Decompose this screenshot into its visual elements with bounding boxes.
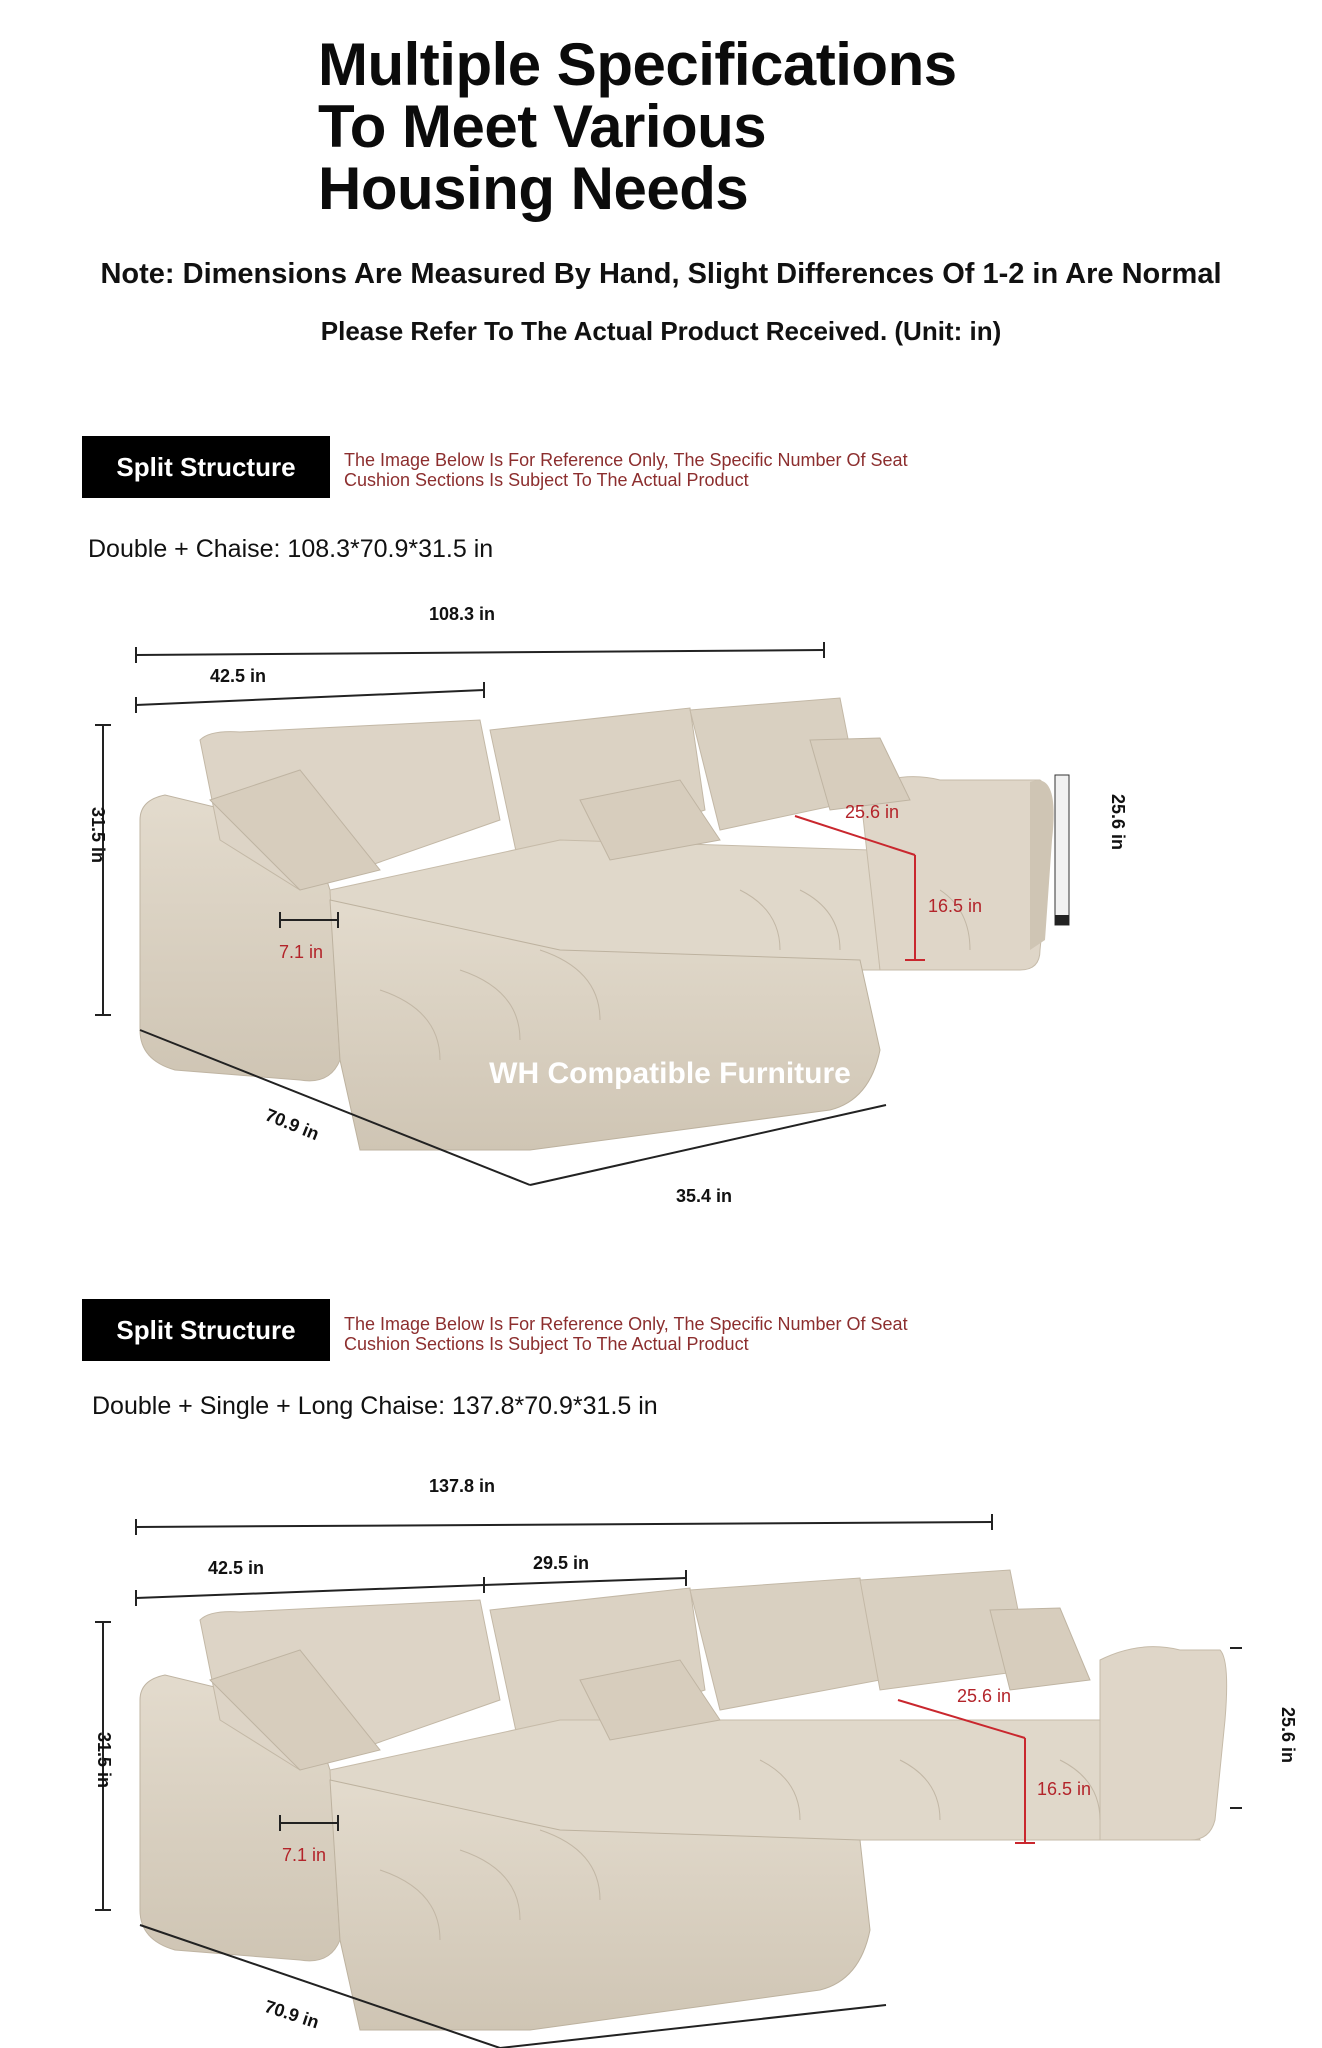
reference-note: [344, 450, 984, 490]
dim-chaise-width: 42.5 in: [209, 666, 267, 686]
page-title: [318, 31, 1078, 222]
dim-arm-width-2: 7.1 in: [281, 1845, 327, 1865]
sofa-dimension-diagram-1: [0, 590, 1322, 1250]
back-height-bar-end: [1055, 915, 1069, 925]
dim-total-width-2: 137.8 in: [428, 1476, 496, 1496]
dim-single-width: 29.5 in: [532, 1553, 590, 1573]
watermark-text: WH Compatible Furniture: [489, 1057, 851, 1090]
dim-total-width: 108.3 in: [428, 604, 496, 624]
dim-back-height: 25.6 in: [1108, 793, 1128, 851]
reference-note-2-line-2: Cushion Sections Is Subject To The Actual Product: [344, 1334, 749, 1354]
dim-height-2: 31.5 in: [94, 1731, 114, 1789]
dim-seat-height: 16.5 in: [927, 896, 983, 916]
split-structure-badge: Split Structure: [82, 436, 330, 498]
dim-back-height-2: 25.6 in: [1278, 1706, 1298, 1764]
title-line-1: Multiple Specifications: [318, 31, 957, 98]
dim-arm-width: 7.1 in: [278, 942, 324, 962]
reference-note-2-line-1: The Image Below Is For Reference Only, The Specific Number Of Seat: [344, 1314, 908, 1334]
title-line-3: Housing Needs: [318, 155, 749, 222]
dim-chaise-length-2: 70.9 in: [262, 1996, 322, 2033]
measurement-note: Note: Dimensions Are Measured By Hand, Slight Differences Of 1-2 in Are Normal: [100, 258, 1222, 290]
dim-seat-depth-2: 25.6 in: [956, 1686, 1012, 1706]
unit-note: Please Refer To The Actual Product Received. (Unit: in): [320, 316, 1002, 346]
dim-seat-height-2: 16.5 in: [1036, 1779, 1092, 1799]
sofa-dimension-diagram-2: [0, 1460, 1322, 2048]
sofa-illustration-2: [140, 1570, 1227, 2033]
dim-chaise-width-2: 42.5 in: [207, 1558, 265, 1578]
reference-note-line-1: The Image Below Is For Reference Only, The Specific Number Of Seat: [344, 450, 908, 470]
reference-note-line-2: Cushion Sections Is Subject To The Actual Product: [344, 470, 749, 490]
dim-sofa-depth: 35.4 in: [675, 1186, 733, 1206]
dim-chaise-length: 70.9 in: [262, 1104, 322, 1145]
variant-title-2: Double + Single + Long Chaise: 137.8*70.9*31.5 in: [92, 1392, 658, 1420]
variant-title: Double + Chaise: 108.3*70.9*31.5 in: [88, 535, 494, 563]
dim-seat-depth: 25.6 in: [844, 802, 900, 822]
back-height-bar: [1055, 775, 1069, 925]
split-structure-badge-2: Split Structure: [82, 1299, 330, 1361]
reference-note-2: [344, 1314, 984, 1354]
dim-height: 31.5 in: [88, 806, 108, 864]
title-line-2: To Meet Various: [318, 93, 767, 160]
